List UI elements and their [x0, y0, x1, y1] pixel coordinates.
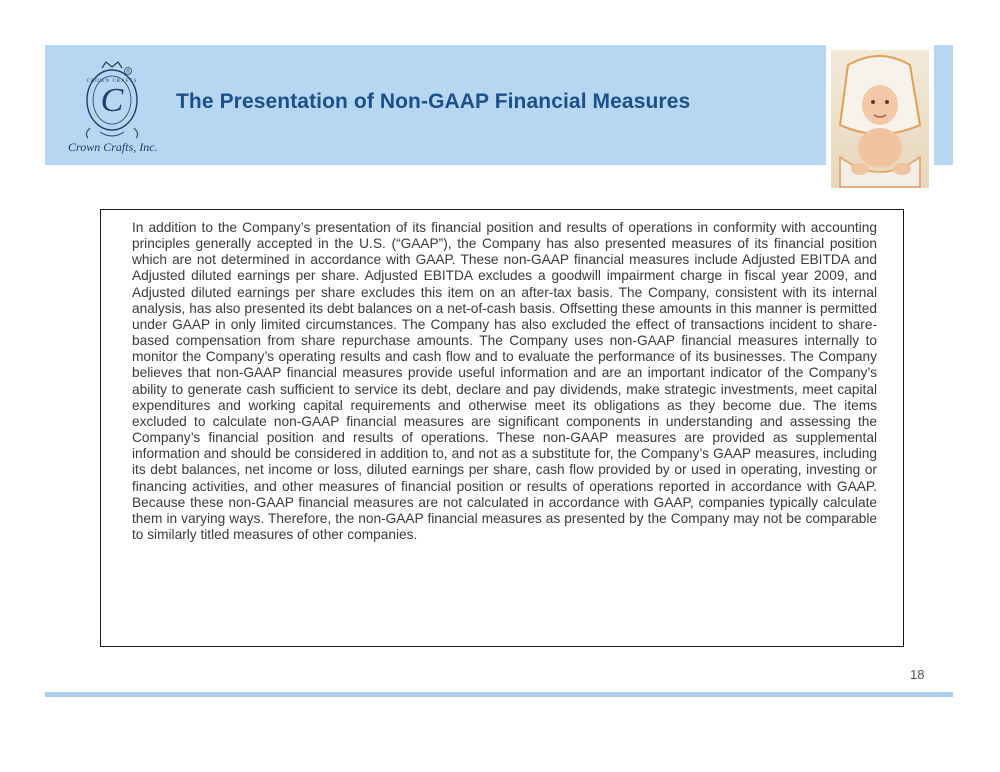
footer-rule [45, 692, 953, 697]
page-title: The Presentation of Non-GAAP Financial Measures [176, 90, 691, 113]
disclosure-text-box [100, 209, 904, 647]
logo-ring-text: CROWN CRAFTS [86, 79, 138, 84]
company-name: Crown Crafts, Inc. [68, 140, 158, 154]
logo-letter: C [100, 82, 124, 119]
disclosure-paragraph: In addition to the Company’s presentation of its financial position and results of operations in conformity with accounting principles generally accepted in the U.S. (“GAAP”), the Company has also presented measures of its financial position which are not determined in accordance with GAAP. These non-GAAP financial measures include Adjusted EBITDA and Adjusted diluted earnings per share. Adjusted EBITDA excludes a goodwill impairment charge in fiscal year 2009, and Adjusted diluted earnings per share excludes this item on an after-tax basis. The Company, consistent with its internal analysis, has also presented its debt balances on a net-of-cash basis. Offsetting these amounts in this manner is permitted under GAAP in only limited circumstances. The Company has also excluded the effect of transactions incident to share-based compensation from share repurchase amounts. The Company uses non-GAAP financial measures internally to monitor the Company’s operating results and cash flow and to evaluate the performance of its businesses. The Company believes that non-GAAP financial measures provide useful information and are an important indicator of the Company’s ability to generate cash sufficient to service its debt, declare and pay dividends, make strategic investments, meet capital expenditures and working capital requirements and otherwise meet its obligations as they become due. The items excluded to calculate non-GAAP financial measures are significant components in understanding and assessing the Company’s financial position and results of operations. These non-GAAP measures are provided as supplemental information and should be considered in addition to, and not as a substitute for, the Company’s GAAP measures, including its debt balances, net income or loss, diluted earnings per share, cash flow provided by or used in operating, investing or financing activities, and other measures of financial position or results of operations reported in accordance with GAAP. Because these non-GAAP financial measures are not calculated in accordance with GAAP, companies typically calculate them in varying ways. Therefore, the non-GAAP financial measures as presented by the Company may not be comparable to similarly titled measures of other companies. [132, 220, 877, 542]
registered-mark: ® [126, 69, 130, 75]
baby-photo [826, 45, 934, 193]
page-number: 18 [910, 667, 925, 682]
